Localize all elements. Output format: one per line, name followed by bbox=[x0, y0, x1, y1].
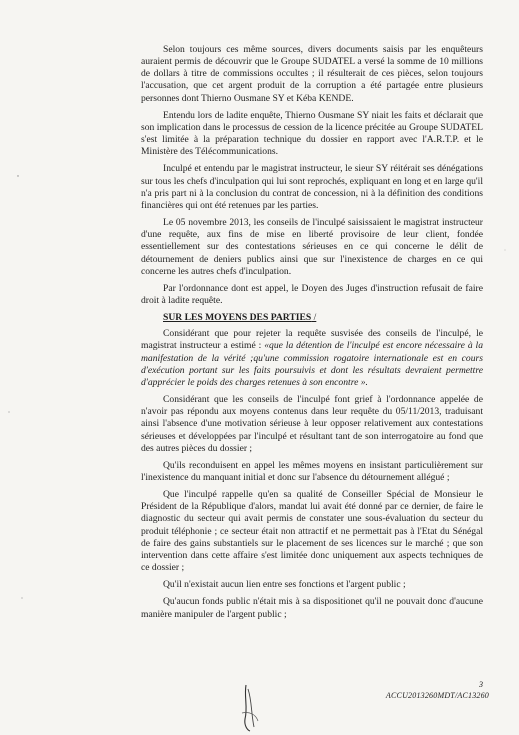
paragraph-inculpe: Inculpé et entendu par le magistrat instructeur, le sieur SY réitérait ses dénégations sur tous les chefs d'inculpation qui lui sont reprochés, expliquant en long et en large qu'il n'a pris part ni à la conclusion du contrat de concession, ni à la définition des conditions financières qui ont été retenues par les parties. bbox=[141, 163, 483, 211]
paragraph-aucun-fonds: Qu'aucun fonds public n'était mis à sa dispositionet qu'il ne pouvait donc d'aucune manière manipuler de l'argent public ; bbox=[141, 596, 483, 620]
paragraph-aucun-lien: Qu'il n'existait aucun lien entre ses fonctions et l'argent public ; bbox=[163, 579, 406, 591]
paragraph-ordonnance: Par l'ordonnance dont est appel, le Doyen des Juges d'instruction refusait de faire droit à ladite requête. bbox=[141, 282, 483, 306]
document-body bbox=[141, 44, 483, 626]
paragraph-conseiller: Que l'inculpé rappelle qu'en sa qualité de Conseiller Spécial de Monsieur le Président de la République d'alors, mandat lui avait été donné par ce dernier, de faire le diagnostic du secteur qui avait permis de constater une sous-évaluation du secteur du produit téléphonie ; ce secteur était non attractif et ne permettait pas à l'Etat du Sénégal de faire des gains substantiels sur le placement de ses licences sur le marché ; que son intervention dans cette affaire s'est limitée donc uniquement aux aspects techniques de ce dossier ; bbox=[141, 489, 483, 574]
footer-reference: ACCU2013260MDT/AC13260 bbox=[385, 691, 489, 700]
considerant-quote: «que la détention de l'inculpé est encore nécessaire à la manifestation de la vérité ;qu'une commission rogatoire internationale est en cours d'exécution portant sur les faits poursuivis et dont les résultats devraient permettre d'apprécier le poids des charges retenues à son encontre ». bbox=[141, 340, 484, 388]
considerant-intro: Considérant que pour rejeter la requête susvisée des conseils de l'inculpé, le magistrat instructeur a estimé : bbox=[141, 328, 483, 352]
paragraph-requete: Le 05 novembre 2013, les conseils de l'inculpé saisissaient le magistrat instructeur d'une requête, aux fins de mise en liberté provisoire de leur client, fondée essentiellement sur des contestations sérieuses en ce qui concerne le délit de détournement de deniers publics ainsi que sur l'inexistence de charges en ce qui concerne les autres chefs d'inculpation. bbox=[141, 217, 483, 277]
paragraph-enquete: Entendu lors de ladite enquête, Thierno Ousmane SY niait les faits et déclarait que son implication dans le processus de cession de la licence précitée au Groupe SUDATEL s'est limitée à la préparation technique du dossier en rapport avec l'A.R.T.P. et le Ministère des Télécommunications. bbox=[141, 109, 483, 158]
paragraph-sources: Selon toujours ces même sources, divers documents saisis par les enquêteurs auraient permis de découvrir que le Groupe SUDATEL a versé la somme de 10 millions de dollars à titre de commissions occultes ; il résulterait de ces pièces, selon toujours l'accusation, que cet argent produit de la corruption a été partagée entre plusieurs personnes dont Thierno Ousmane SY et Kéba KENDE. bbox=[141, 44, 483, 104]
paragraph-considerant-rejet bbox=[141, 328, 483, 389]
section-heading-text: SUR LES MOYENS DES PARTIES bbox=[163, 312, 312, 324]
paragraph-reconduisent: Qu'ils reconduisent en appel les mêmes moyens en insistant particulièrement sur l'inexistence du manquant initial et donc sur l'absence du détournement allégué ; bbox=[141, 459, 483, 483]
page-number: 3 bbox=[479, 680, 483, 689]
paragraph-grief: Considérant que les conseils de l'inculpé font grief à l'ordonnance appelée de n'avoir pas répondu aux moyens contenus dans leur requête du 05/11/2013, traduisant ainsi l'absence d'une motivation sérieuse à leur opposer relativement aux contestations sérieuses et développées par l'inculpé et résultant tant de son interrogatoire au fond que des autres pièces du dossier ; bbox=[141, 394, 483, 454]
signature-mark bbox=[232, 683, 272, 733]
section-heading-tail: / bbox=[311, 312, 317, 324]
section-heading bbox=[141, 312, 483, 324]
